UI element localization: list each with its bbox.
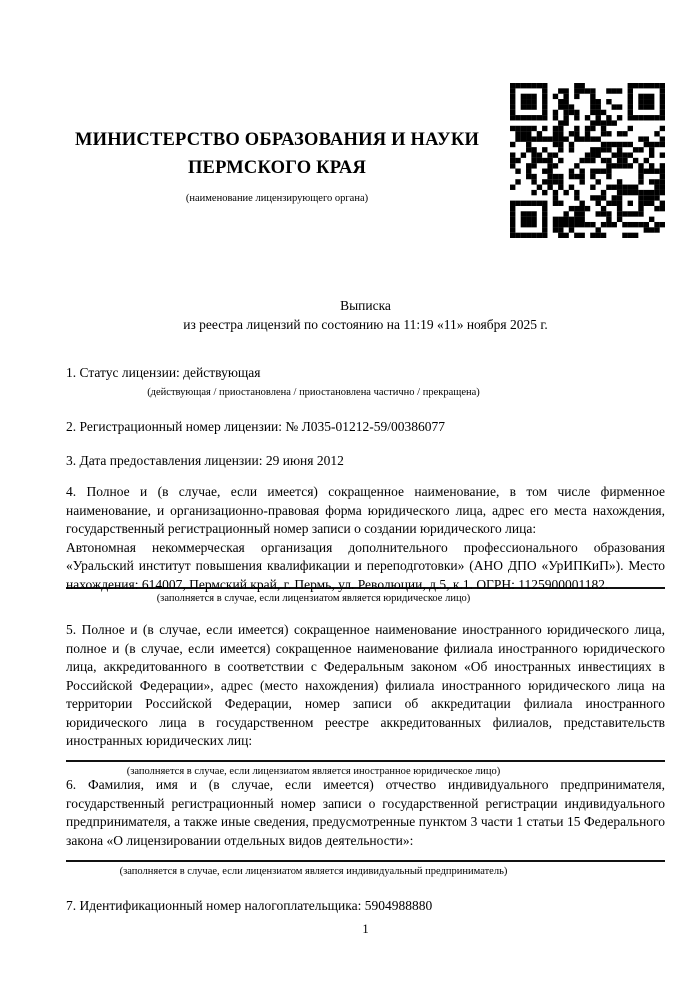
page-number: 1 [362,922,369,936]
qr-code [510,83,665,238]
field-foreign-entity [66,621,665,778]
field-legal-entity [66,483,665,605]
licensing-authority-header [66,126,488,205]
entrepreneur-fill-hint: (заполняется в случае, если лицензиатом является индивидуальный предприниматель) [119,866,508,877]
field-license-status [66,364,665,399]
foreign-entity-fill-hint: (заполняется в случае, если лицензиатом является иностранное юридическое лицо) [126,765,501,777]
field-registration-number: 2. Регистрационный номер лицензии: № Л035-01212-59/00386077 [66,419,446,434]
document-subtitle: из реестра лицензий по состоянию на 11:19 «11» ноября 2025 г. [183,316,548,332]
legal-entity-fill-hint: (заполняется в случае, если лицензиатом является юридическое лицо) [156,593,471,604]
ministry-name-line2: ПЕРМСКОГО КРАЯ [187,158,367,178]
legal-entity-value: Автономная некоммерческая организация дополнительного профессионального образования «Уральский институт повышения квалификации и переподготовки» (АНО ДПО «УрИПКиП»). Место нахождения: 614007, Пермский край, г. Пермь, ул. Революции, д.5, к.1. ОГРН: 1125900001182. [66,539,665,592]
page-content [66,0,665,989]
field-grant-date: 3. Дата предоставления лицензии: 29 июня 2012 [66,453,344,468]
document-title: Выписка [340,298,391,313]
underline-rule [66,860,665,862]
field-taxpayer-number: 7. Идентификационный номер налогоплательщика: 5904988880 [66,898,433,913]
field-individual-entrepreneur [66,776,665,878]
entrepreneur-label: 6. Фамилия, имя и (в случае, если имеется) отчество индивидуального предпринимателя, государственный регистрационный номер записи о государственной регистрации индивидуального предпринимателя, а также иные сведения, предусмотренные пунктом 3 части 1 статьи 15 Федерального закона «О лицензировании отдельных видов деятельности»: [66,777,665,848]
license-status-options-hint: (действующая / приостановлена / приостановлена частично / прекращена) [147,386,480,398]
document-title-block [66,297,665,334]
licensing-authority-caption: (наименование лицензирующего органа) [185,193,369,204]
ministry-name-line1: МИНИСТЕРСТВО ОБРАЗОВАНИЯ И НАУКИ [74,130,480,150]
foreign-entity-label: 5. Полное и (в случае, если имеется) сокращенное наименование иностранного юридического лица, полное и (в случае, если имеется) сокращенное наименование филиала иностранного юридического лица, аккредитованного в соответствии с Федеральным законом «Об иностранных инвестициях в Российской Федерации», адрес (место нахождения) филиала иностранного юридического лица на территории Российской Федерации, номер записи об аккредитации филиала иностранного юридического лица в государственном реестре аккредитованных филиалов, представительств иностранных юридических лиц: [66,622,665,748]
license-status-text: 1. Статус лицензии: действующая [66,365,261,380]
underline-rule [66,760,665,762]
legal-entity-label: 4. Полное и (в случае, если имеется) сокращенное наименование, в том числе фирменное наименование, и организационно-правовая форма юридического лица, адрес его места нахождения, государственный регистрационный номер записи о создании юридического лица: [66,484,665,536]
qr-code-icon [510,83,665,238]
